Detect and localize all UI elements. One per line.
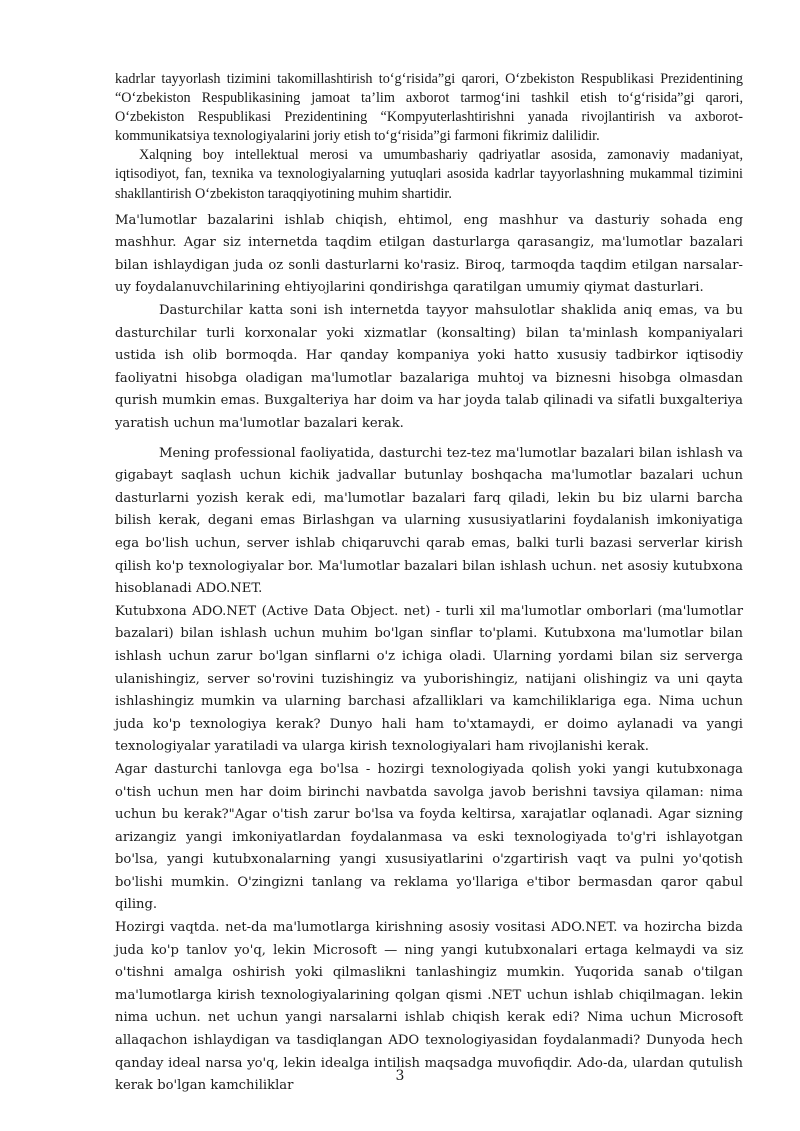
paragraph-professional-activity: Mening professional faoliyatida, dasturchi tez-tez ma'lumotlar bazalari bilan ishlash va gigabayt saqlash uchun kichik jadvallar butunlay boshqacha ma'lumotlar bazalari uchun dasturlarni yozish kerak edi, ma'lumotlar bazalari farq qiladi, lekin bu biz ularni barcha bilish kerak, degani emas Birlashgan va ularning xususiyatlarini foydalanish imkoniyatiga ega bo'lish uchun, server ishlab chiqaruvchi qarab emas, balki turli bazasi serverlar kirish qilish ko'p texnologiyalar bor. Ma'lumotlar bazalari bilan ishlash uchun. net asosiy kutubxona hisoblanadi ADO.NET.: [115, 445, 743, 597]
paragraph-ado-net-library: Kutubxona ADO.NET (Active Data Object. net) - turli xil ma'lumotlar omborlari (ma'lumotlar bazalari) bilan ishlash uchun muhim bo'lgan sinflar to'plami. Kutubxona ma'lumotlar bilan ishlash uchun zarur bo'lgan sinflarni o'z ichiga oladi. Ularning yordami bilan siz serverga ulanishingiz, server so'rovini tuzishingiz va yuborishingiz, natijani olishingiz va uni qayta ishlashingiz mumkin va ularning barchasi afzalliklari va kamchiliklariga ega. Nima uchun juda ko'p texnologiya kerak? Dunyo hali ham to'xtamaydi, er doimo aylanadi va yangi texnologiyalar yaratiladi va ularga kirish texnologiyalari ham rivojlanishi kerak.: [115, 603, 743, 755]
paragraph-database-development: Ma'lumotlar bazalarini ishlab chiqish, ehtimol, eng mashhur va dasturiy sohada eng mashhur. Agar siz internetda taqdim etilgan dasturlarga qarasangiz, ma'lumotlar bazalari bilan ishlaydigan juda oz sonli dasturlarni ko'rasiz. Biroq, tarmoqda taqdim etilgan narsalar-uy foydalanuvchilarining ehtiyojlarini qondirishga qaratilgan umumiy qiymat dasturlari.: [115, 212, 743, 296]
page-number: 3: [395, 1068, 405, 1084]
paragraph-decrees: kadrlar tayyorlash tizimini takomillashtirish to‘g‘risida”gi qarori, O‘zbekiston Respublikasi Prezidentining “O‘zbekiston Respublikasining jamoat ta’lim axborot tarmog‘ini tashkil etish to‘g‘risida”gi qarori, O‘zbekiston Respublikasi Prezidentining “Kompyuterlashtirishni yanada rivojlantirish va axborot-kommunikatsiya texnologiyalarini joriy etish to‘g‘risida”gi farmoni fikrimiz dalilidir.: [115, 71, 743, 145]
paragraph-programmers-work: Dasturchilar katta soni ish internetda tayyor mahsulotlar shaklida aniq emas, va bu dasturchilar turli korxonalar yoki xizmatlar (konsalting) bilan ta'minlash kompaniyalari ustida ish olib bormoqda. Har qanday kompaniya yoki hatto xususiy tadbirkor iqtisodiy faoliyatni hisobga oladigan ma'lumotlar bazalariga muhtoj va biznesni hisobga olmasdan qurish mumkin emas. Buxgalteriya har doim va har joyda talab qilinadi va sifatli buxgalteriya yaratish uchun ma'lumotlar bazalari kerak.: [115, 303, 743, 431]
paragraph-choosing-technology: Agar dasturchi tanlovga ega bo'lsa - hozirgi texnologiyada qolish yoki yangi kutubxonaga o'tish uchun men har doim birinchi navbatda savolga javob berishni tavsiya qilaman: nima uchun bu kerak?"Agar o'tish zarur bo'lsa va foyda keltirsa, xarajatlar oqlanadi. Agar sizning arizangiz yangi imkoniyatlardan foydalanmasa va eski texnologiyada to'g'ri ishlayotgan bo'lsa, yangi kutubxonalarning yangi xususiyatlarini o'zgartirish vaqt va pulni yo'qotish bo'lishi mumkin. O'zingizni tanlang va reklama yo'llariga e'tibor bermasdan qaror qabul qiling.: [115, 761, 743, 913]
paragraph-current-tools: Hozirgi vaqtda. net-da ma'lumotlarga kirishning asosiy vositasi ADO.NET. va hozircha bizda juda ko'p tanlov yo'q, lekin Microsoft — ning yangi kutubxonalari ertaga kelmaydi va siz o'tishni amalga oshirish yoki qilmaslikni tanlashingiz mumkin. Yuqorida sanab o'tilgan ma'lumotlarga kirish texnologiyalarining qolgan qismi .NET uchun ishlab chiqilmagan. lekin nima uchun. net uchun yangi narsalarni ishlab chiqish kerak edi? Nima uchun Microsoft allaqachon ishlaydigan va tasdiqlangan ADO texnologiyasidan foydalanmadi? Dunyoda hech qanday ideal narsa yo'q, lekin idealga intilish maqsadga muvofiqdir. Ado-da, ulardan qutulish kerak bo'lgan kamchiliklar: [115, 920, 743, 1094]
paragraph-intellectual-heritage: Xalqning boy intellektual merosi va umumbashariy qadriyatlar asosida, zamonaviy madaniyat, iqtisodiyot, fan, texnika va texnologiyalarning yutuqlari asosida kadrlar tayyorlashning mukammal tizimini shakllantirish O‘zbekiston taraqqiyotining muhim shartidir.: [115, 147, 743, 202]
document-body: [115, 70, 743, 1098]
